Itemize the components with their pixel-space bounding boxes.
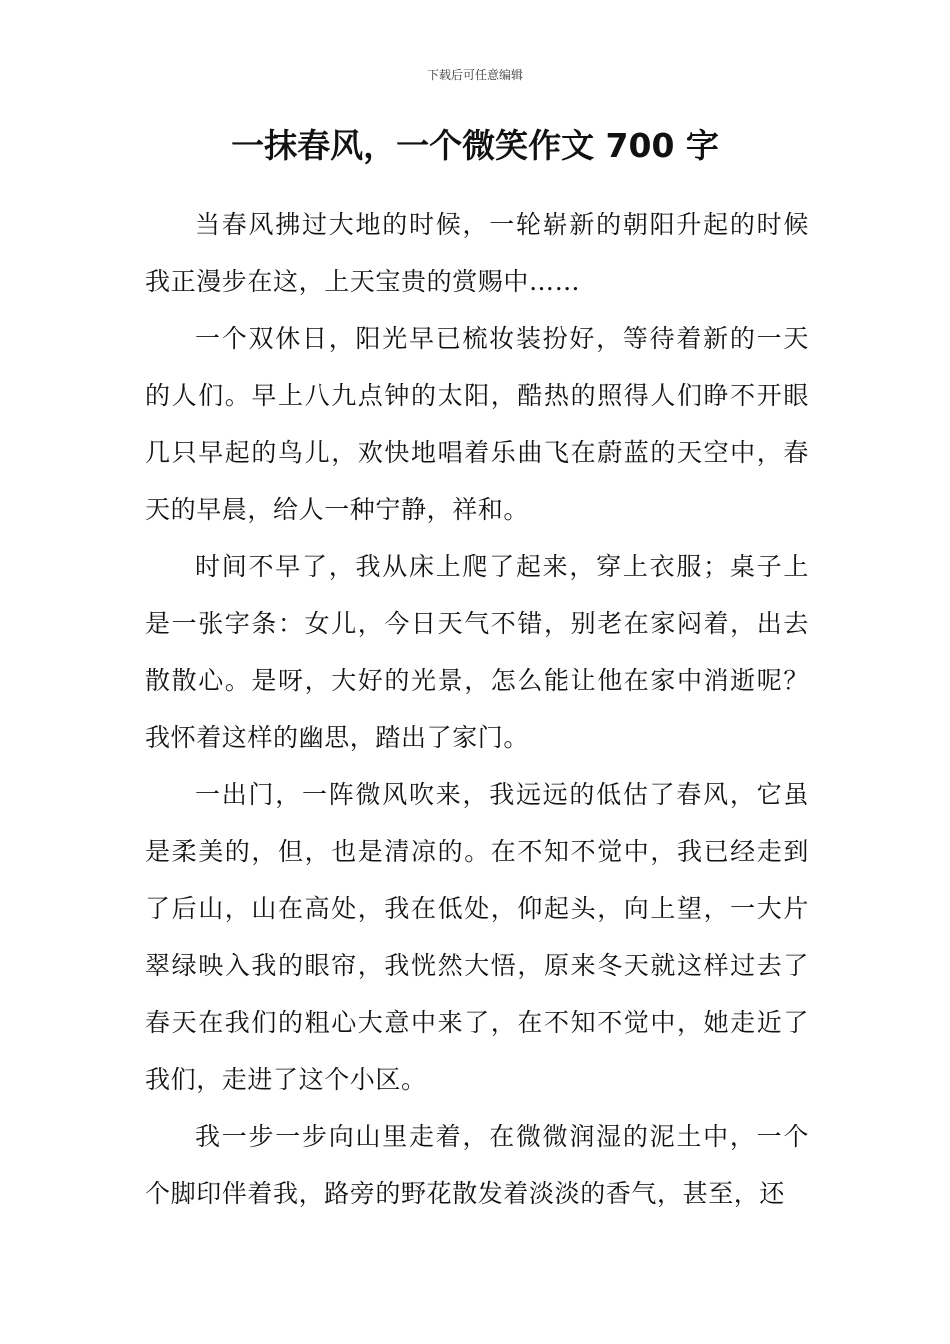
paragraph-3: 时间不早了，我从床上爬了起来，穿上衣服；桌子上是一张字条：女儿，今日天气不错，别老在家闷着，出去散散心。是呀，大好的光景，怎么能让他在家中消逝呢？我怀着这样的幽思，踏出了家门。: [145, 552, 809, 752]
paragraph-4: 一出门，一阵微风吹来，我远远的低估了春风，它虽是柔美的，但，也是清凉的。在不知不觉中，我已经走到了后山，山在高处，我在低处，仰起头，向上望，一大片翠绿映入我的眼帘，我恍然大悟，原来冬天就这样过去了春天在我们的粗心大意中来了，在不知不觉中，她走近了我们，走进了这个小区。: [145, 780, 809, 1094]
paragraph-2: 一个双休日，阳光早已梳妆装扮好，等待着新的一天的人们。早上八九点钟的太阳，酷热的照得人们睁不开眼几只早起的鸟儿，欢快地唱着乐曲飞在蔚蓝的天空中，春天的早晨，给人一种宁静，祥和。: [145, 324, 809, 524]
header-note: 下载后可任意编辑: [426, 68, 523, 82]
document-body: [145, 196, 809, 1222]
paragraph-5: 我一步一步向山里走着，在微微润湿的泥土中，一个个脚印伴着我，路旁的野花散发着淡淡的香气，甚至，还: [145, 1122, 809, 1208]
page-title: 一抹春风，一个微笑作文 700 字: [231, 126, 719, 165]
paragraph-1: 当春风拂过大地的时候，一轮崭新的朝阳升起的时候我正漫步在这，上天宝贵的赏赐中……: [145, 210, 809, 296]
